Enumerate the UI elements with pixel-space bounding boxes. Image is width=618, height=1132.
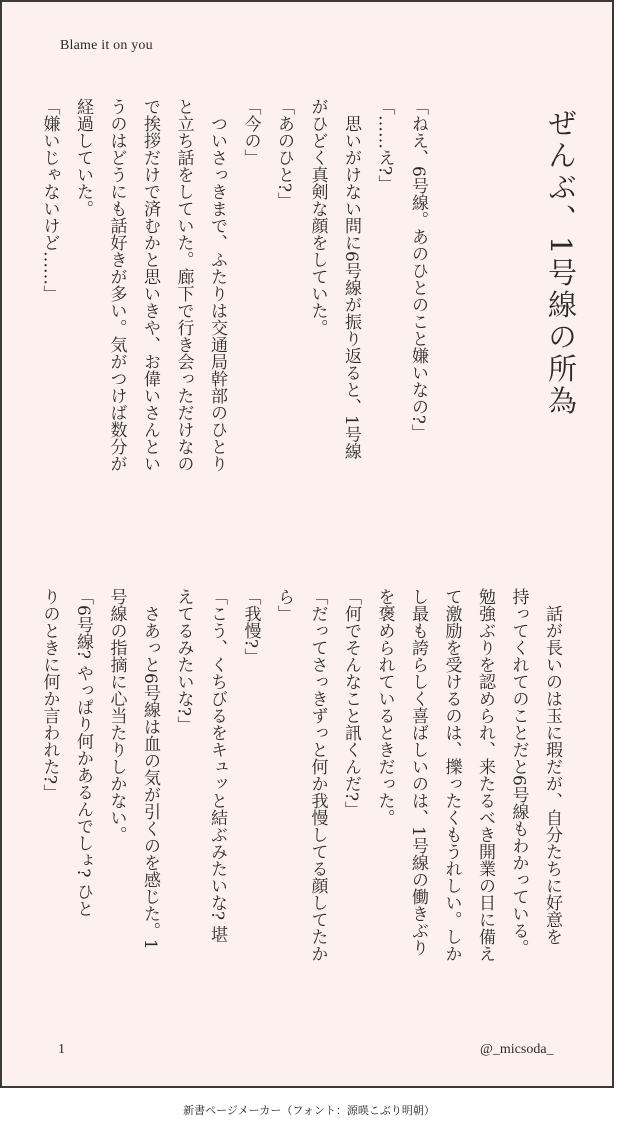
author-handle: @_micsoda_	[480, 1042, 554, 1057]
chapter-title: ぜんぶ、1号線の所為	[544, 108, 578, 418]
generator-credit: 新書ページメーカー（フォント：源暎こぶり明朝）	[183, 1104, 435, 1117]
body-text-lower: 話が長いのは玉に瑕だが、自分たちに好意を 持ってくれてのことだと6号線もわかっている。 勉強ぶりを認められ、来たるべき開業の日に備え て激励を受けるのは、擽ったくもうれしい。しか し最も誇らしく喜ばしいのは、1号線の働きぶり を褒められているときだった。 「何でそんなこと訊くんだ?」 「だってさっきずっと何か我慢してる顔してたか ら」 「我慢?」 「こう、くちびるをキュッと結ぶみたいな? 堪 えてるみたいな?」 さあっと6号線は血の気が引くのを感じた。1 号線の指摘に心当たりしかない。 「6号線? やっぱり何かあるんでしょ? ひと りのときに何か言われた?」	[39, 588, 562, 962]
body-text-upper: 「ねえ、6号線。あのひとのこと嫌いなの?」 「……え?」 思いがけない問に6号線が振り返ると、1号線 がひどく真剣な顔をしていた。 「あのひと?」 「今の」 ついさっきまで、ふたりは交通局幹部のひとり と立ち話をしていた。廊下で行き会っただけなの で挨拶だけで済むかと思いきや、お偉いさんとい うのはどうにも話好きが多い。気がつけば数分が 経過していた。 「嫌いじゃないけど……」	[39, 98, 428, 472]
running-head: Blame it on you	[60, 38, 153, 53]
page-number: 1	[58, 1042, 65, 1057]
